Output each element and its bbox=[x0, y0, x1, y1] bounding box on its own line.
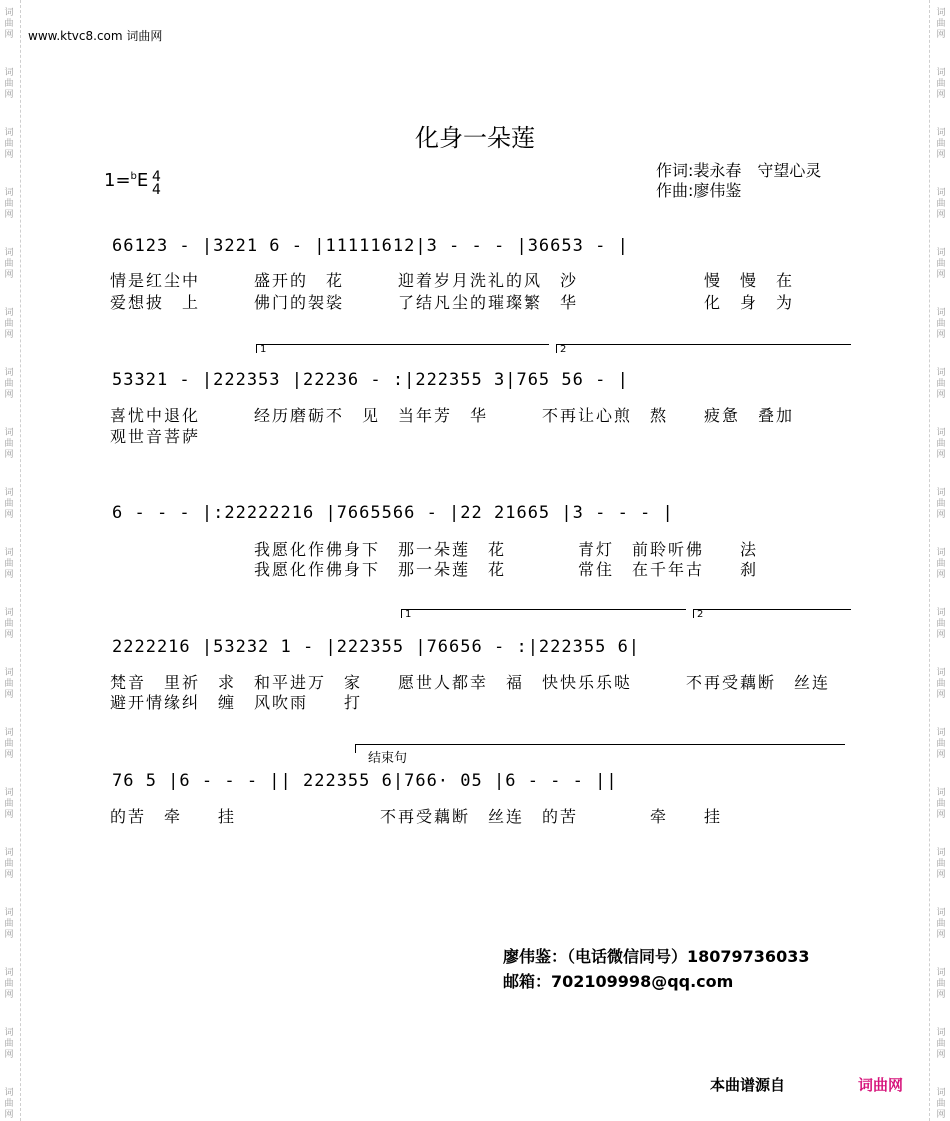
flat-sign: b bbox=[130, 171, 137, 182]
watermark-text: 词 曲 网 bbox=[936, 8, 946, 40]
watermark-text: 词 曲 网 bbox=[936, 968, 946, 1000]
watermark-text: 词 曲 网 bbox=[4, 248, 14, 280]
watermark-text: 词 曲 网 bbox=[936, 908, 946, 940]
notation-line-1: 66123 - |3221 6 - |11111612|3 - - - |36653 - | bbox=[112, 236, 629, 256]
watermark-text: 词 曲 网 bbox=[4, 548, 14, 580]
song-title: 化身一朵莲 bbox=[415, 124, 535, 152]
first-ending-bracket: 1 bbox=[256, 344, 549, 353]
second-ending-bracket-2: 2 bbox=[693, 609, 851, 618]
notation-line-3: 6 - - - |:22222216 |7665566 - |22 21665 |3 - - - | bbox=[112, 503, 674, 523]
notation-line-4: 2222216 |53232 1 - |222355 |76656 - :|222355 6| bbox=[112, 637, 641, 657]
watermark-text: 词 曲 网 bbox=[936, 668, 946, 700]
watermark-text: 词 曲 网 bbox=[936, 608, 946, 640]
watermark-text: 词 曲 网 bbox=[4, 1088, 14, 1120]
contact-phone: 廖伟鉴：（电话微信同号）18079736033 bbox=[503, 947, 810, 966]
composer-credit: 作曲:廖伟鉴 bbox=[656, 181, 742, 200]
coda-bracket: 结束句 bbox=[355, 744, 845, 753]
watermark-text: 词 曲 网 bbox=[4, 8, 14, 40]
key-prefix: 1= bbox=[104, 170, 131, 191]
footer-source: 本曲谱源自 bbox=[710, 1076, 786, 1094]
key-note: E bbox=[136, 170, 149, 191]
watermark-text: 词 曲 网 bbox=[936, 488, 946, 520]
watermark-text: 词 曲 网 bbox=[4, 68, 14, 100]
watermark-text: 词 曲 网 bbox=[4, 488, 14, 520]
notation-line-2: 53321 - |222353 |22236 - :|222355 3|765 56 - | bbox=[112, 370, 629, 390]
watermark-text: 词 曲 网 bbox=[936, 1028, 946, 1060]
watermark-text: 词 曲 网 bbox=[4, 668, 14, 700]
watermark-text: 词 曲 网 bbox=[936, 128, 946, 160]
time-sig-bottom: 4 bbox=[152, 182, 161, 198]
notation-line-5: 76 5 |6 - - - || 222355 6|766· 05 |6 - - - || bbox=[112, 771, 618, 791]
contact-email[interactable]: 邮箱：702109998@qq.com bbox=[503, 972, 734, 991]
first-ending-bracket-2: 1 bbox=[401, 609, 686, 618]
watermark-text: 词 曲 网 bbox=[4, 188, 14, 220]
watermark-text: 词 曲 网 bbox=[4, 908, 14, 940]
footer-brand-link[interactable]: 词曲网 bbox=[858, 1076, 904, 1094]
watermark-text: 词 曲 网 bbox=[936, 848, 946, 880]
watermark-text: 词 曲 网 bbox=[936, 368, 946, 400]
lyrics-line-3-verse-2: 我愿化作佛身下 那一朵莲 花 常住 在千年古 刹 bbox=[110, 560, 759, 579]
watermark-text: 词 曲 网 bbox=[936, 728, 946, 760]
lyrics-line-5-verse-1: 的苦 牵 挂 不再受藕断 丝连 的苦 牵 挂 bbox=[110, 807, 723, 826]
lyricist-credit: 作词:裴永春 守望心灵 bbox=[656, 161, 822, 180]
watermark-text: 词 曲 网 bbox=[4, 428, 14, 460]
lyrics-line-1-verse-2: 爱想披 上 佛门的袈裟 了结凡尘的璀璨繁 华 化 身 为 bbox=[110, 293, 795, 312]
watermark-text: 词 曲 网 bbox=[4, 728, 14, 760]
watermark-text: 词 曲 网 bbox=[936, 308, 946, 340]
lyrics-line-2-verse-1: 喜忧中退化 经历磨砺不 见 当年芳 华 不再让心煎 熬 疲惫 叠加 bbox=[110, 406, 795, 425]
second-ending-bracket: 2 bbox=[556, 344, 851, 353]
lyrics-line-4-verse-1: 梵音 里祈 求 和平进万 家 愿世人都幸 福 快快乐乐哒 不再受藕断 丝连 bbox=[110, 673, 831, 692]
lyrics-line-4-verse-2: 避开情缘纠 缠 风吹雨 打 bbox=[110, 693, 363, 712]
watermark-text: 词 曲 网 bbox=[4, 1028, 14, 1060]
time-sig-top: 4 bbox=[152, 169, 161, 185]
key-signature bbox=[104, 170, 148, 191]
lyrics-line-1-verse-1: 情是红尘中 盛开的 花 迎着岁月洗礼的风 沙 慢 慢 在 bbox=[110, 271, 795, 290]
watermark-text: 词 曲 网 bbox=[936, 188, 946, 220]
lyrics-line-2-verse-2: 观世音菩萨 bbox=[110, 427, 201, 446]
watermark-text: 词 曲 网 bbox=[4, 608, 14, 640]
watermark-text: 词 曲 网 bbox=[4, 968, 14, 1000]
watermark-text: 词 曲 网 bbox=[4, 788, 14, 820]
time-signature bbox=[152, 171, 161, 197]
site-header[interactable]: www.ktvc8.com 词曲网 bbox=[28, 29, 163, 43]
watermark-text: 词 曲 网 bbox=[4, 308, 14, 340]
watermark-text: 词 曲 网 bbox=[4, 368, 14, 400]
watermark-text: 词 曲 网 bbox=[936, 68, 946, 100]
watermark-text: 词 曲 网 bbox=[936, 428, 946, 460]
watermark-text: 词 曲 网 bbox=[936, 548, 946, 580]
watermark-text: 词 曲 网 bbox=[936, 788, 946, 820]
watermark-text: 词 曲 网 bbox=[936, 248, 946, 280]
watermark-text: 词 曲 网 bbox=[4, 128, 14, 160]
watermark-text: 词 曲 网 bbox=[4, 848, 14, 880]
watermark-text: 词 曲 网 bbox=[936, 1088, 946, 1120]
lyrics-line-3-verse-1: 我愿化作佛身下 那一朵莲 花 青灯 前聆听佛 法 bbox=[110, 540, 759, 559]
